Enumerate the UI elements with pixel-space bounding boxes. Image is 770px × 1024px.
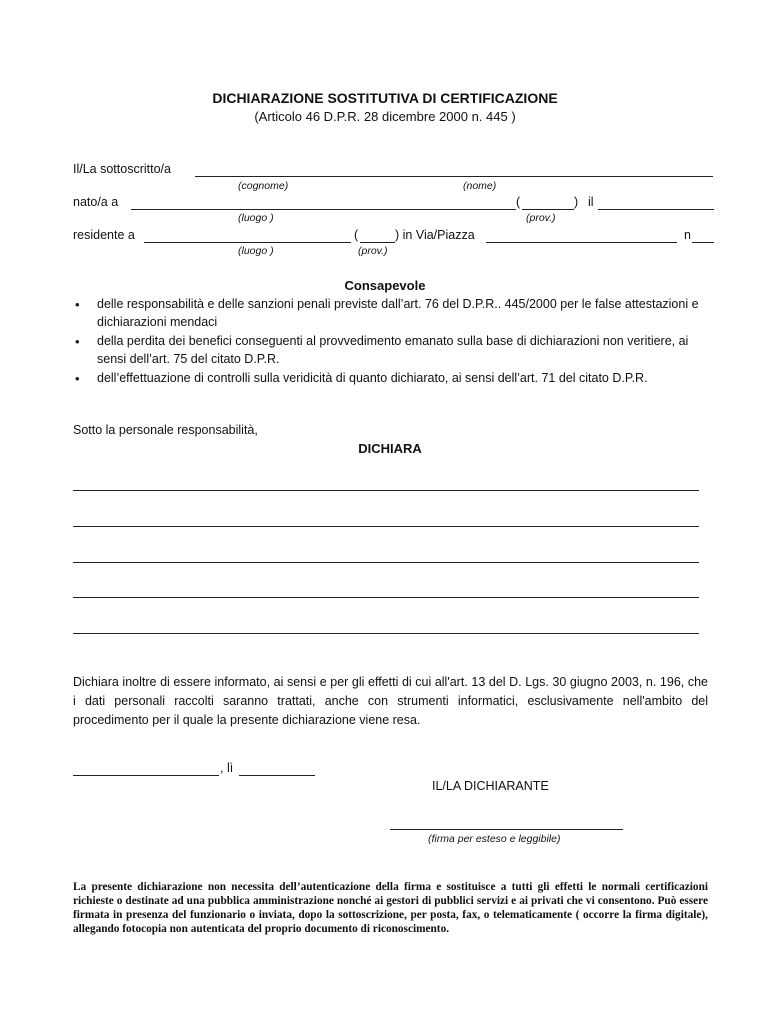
list-item: • della perdita dei benefici conseguenti al provvedimento emanato sulla base di dichiarazioni non veritiere, ai sensi dell’art. 75 del citato D.P.R. [73,333,713,368]
cognome-hint: (cognome) [238,180,289,192]
nato-prov-field[interactable] [522,209,574,210]
declarant-label: IL/LA DICHIARANTE [432,779,549,793]
numero-field[interactable] [692,242,714,243]
dichiara-line-5[interactable] [73,633,699,634]
luogo-hint: (luogo ) [238,212,274,224]
prov-open-paren: ( [516,195,521,209]
document-title: DICHIARAZIONE SOSTITUTIVA DI CERTIFICAZIONE [212,90,558,106]
nome-hint: (nome) [463,180,497,192]
signature-hint: (firma per esteso e leggibile) [428,833,561,845]
residente-label: residente a [73,228,135,242]
nato-luogo-field[interactable] [131,209,516,210]
consapevole-list [73,296,713,390]
res-prov-open-paren: ( [354,228,359,242]
prov-hint: (prov.) [526,212,556,224]
nato-date-field[interactable] [598,209,714,210]
list-item: • delle responsabilità e delle sanzioni penali previste dall’art. 76 del D.P.R.. 445/2000 per le false attestazioni e dichiarazioni mendaci [73,296,713,331]
responsabilita-intro: Sotto la personale responsabilità, [73,423,258,437]
luogo-hint-2: (luogo ) [238,245,274,257]
date-field[interactable] [239,775,315,776]
prov-hint-2: (prov.) [358,245,388,257]
il-label: il [588,195,594,209]
dichiara-line-1[interactable] [73,490,699,491]
place-date-separator: , lì [220,761,234,775]
in-via-label: ) in Via/Piazza [395,228,475,242]
dichiara-line-4[interactable] [73,597,699,598]
via-piazza-field[interactable] [486,242,677,243]
numero-label: n [684,228,691,242]
footnote: La presente dichiarazione non necessita dell’autenticazione della firma e sostituisce a tutti gli effetti le normali certificazioni richieste o destinate ad una pubblica amministrazione nonché ai gestori di pubblici servizi e ai privati che vi consentono. Può essere firmata in presenza del funzionario o inviata, dopo la sottoscrizione, per posta, fax, o telematicamente ( occorre la firma digitale), allegando fotocopia non autenticata del proprio documento di riconoscimento. [73,881,708,935]
residente-luogo-field[interactable] [144,242,351,243]
consapevole-heading: Consapevole [344,278,426,293]
sottoscritto-label: Il/La sottoscritto/a [73,162,171,176]
signature-field[interactable] [390,829,623,830]
dichiara-line-2[interactable] [73,526,699,527]
nato-label: nato/a a [73,195,119,209]
privacy-paragraph: Dichiara inoltre di essere informato, ai sensi e per gli effetti di cui all'art. 13 del D. Lgs. 30 giugno 2003, n. 196, che i dati personali raccolti saranno trattati, anche con strumenti informatici, esclusivamente nell'ambito del procedimento per il quale la presente dichiarazione viene resa. [73,675,708,727]
residente-prov-field[interactable] [360,242,395,243]
list-item: • dell’effettuazione di controlli sulla veridicità di quanto dichiarato, ai sensi dell’art. 71 del citato D.P.R. [73,370,713,388]
place-field[interactable] [73,775,219,776]
prov-close-paren: ) [574,195,579,209]
dichiara-line-3[interactable] [73,562,699,563]
dichiara-heading: DICHIARA [358,441,422,456]
document-subtitle: (Articolo 46 D.P.R. 28 dicembre 2000 n. 445 ) [254,109,516,124]
sottoscritto-field[interactable] [195,176,713,177]
